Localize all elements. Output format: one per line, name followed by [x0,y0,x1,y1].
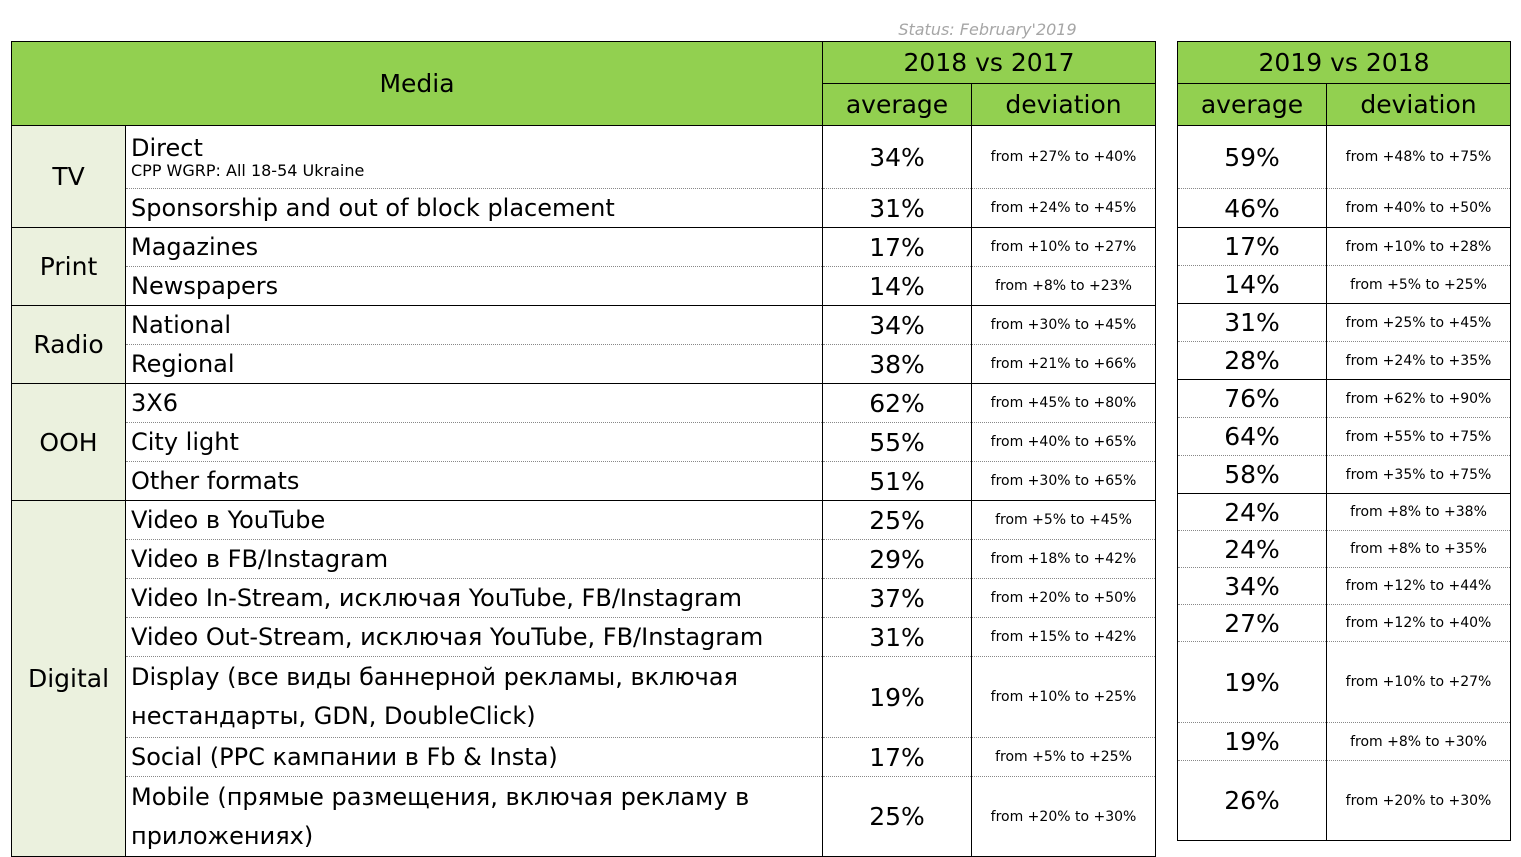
table-row [12,189,1156,228]
deviation-2019-cell: from +40% to +50% [1327,189,1511,228]
average-2018-cell: 19% [823,657,972,738]
media-cell [126,384,823,423]
media-label: Newspapers [131,272,279,300]
category-cell: Digital [12,501,126,857]
table-row [1178,456,1511,494]
media-cell [126,462,823,501]
average-2019-cell: 34% [1178,568,1327,605]
table-row [1178,342,1511,380]
average-2018-cell: 34% [823,306,972,345]
deviation-2019-cell: from +35% to +75% [1327,456,1511,494]
deviation-2018-cell: from +30% to +45% [972,306,1156,345]
average-2019-cell: 24% [1178,531,1327,568]
media-table-2019 [1177,41,1511,841]
media-cell [126,540,823,579]
deviation-2019-cell: from +8% to +30% [1327,723,1511,761]
media-label: Video в YouTube [131,506,326,534]
deviation-2018-cell: from +18% to +42% [972,540,1156,579]
average-2018-cell: 25% [823,501,972,540]
deviation-header: deviation [1327,84,1511,126]
deviation-2018-cell: from +30% to +65% [972,462,1156,501]
media-cell [126,501,823,540]
category-cell: OOH [12,384,126,501]
table-row [1178,761,1511,841]
average-2019-cell: 27% [1178,605,1327,642]
media-cell [126,738,823,777]
deviation-2019-cell: from +8% to +38% [1327,494,1511,531]
deviation-2018-cell: from +40% to +65% [972,423,1156,462]
media-label: National [131,311,232,339]
deviation-2019-cell: from +5% to +25% [1327,266,1511,304]
deviation-2019-cell: from +10% to +27% [1327,642,1511,723]
deviation-2019-cell: from +24% to +35% [1327,342,1511,380]
media-label: City light [131,428,239,456]
average-2019-cell: 26% [1178,761,1327,841]
average-2019-cell: 59% [1178,126,1327,189]
deviation-2019-cell: from +12% to +40% [1327,605,1511,642]
deviation-2018-cell: from +10% to +27% [972,228,1156,267]
media-label: Video в FB/Instagram [131,545,389,573]
table-row [12,126,1156,189]
table-row [12,384,1156,423]
average-header: average [1178,84,1327,126]
media-cell [126,306,823,345]
deviation-2018-cell: from +15% to +42% [972,618,1156,657]
media-label: Display (все виды баннерной рекламы, включая нестандарты, GDN, DoubleClick) [131,663,738,730]
deviation-2019-cell: from +10% to +28% [1327,228,1511,266]
media-label: Direct [131,134,203,162]
category-cell: TV [12,126,126,228]
average-2018-cell: 55% [823,423,972,462]
deviation-2018-cell: from +20% to +50% [972,579,1156,618]
media-cell [126,345,823,384]
deviation-2019-cell: from +48% to +75% [1327,126,1511,189]
average-2019-cell: 19% [1178,642,1327,723]
period-2019-header: 2019 vs 2018 [1178,42,1511,84]
table-row [1178,642,1511,723]
average-2019-cell: 46% [1178,189,1327,228]
media-label: 3X6 [131,389,178,417]
media-cell [126,618,823,657]
table-row [12,423,1156,462]
table-row [1178,189,1511,228]
media-cell [126,189,823,228]
deviation-2018-cell: from +10% to +25% [972,657,1156,738]
deviation-2019-cell: from +12% to +44% [1327,568,1511,605]
media-label: Mobile (прямые размещения, включая рекламу в приложениях) [131,782,750,850]
media-cell [126,267,823,306]
category-cell: Print [12,228,126,306]
media-cell [126,777,823,857]
media-note: CPP WGRP: All 18-54 Ukraine [131,161,365,180]
average-2018-cell: 25% [823,777,972,857]
media-table-2018 [11,41,1156,857]
average-2018-cell: 37% [823,579,972,618]
media-label: Social (PPC кампании в Fb & Insta) [131,743,558,771]
deviation-2019-cell: from +8% to +35% [1327,531,1511,568]
table-row [1178,126,1511,189]
table-row [12,501,1156,540]
average-2019-cell: 76% [1178,380,1327,418]
table-row [1178,605,1511,642]
average-2018-cell: 17% [823,228,972,267]
media-label: Sponsorship and out of block placement [131,194,615,222]
table-row [12,228,1156,267]
deviation-2019-cell: from +25% to +45% [1327,304,1511,342]
media-label: Other formats [131,467,300,495]
table-row [1178,228,1511,266]
media-label: Video In-Stream, исключая YouTube, FB/Instagram [131,584,743,612]
average-2019-cell: 58% [1178,456,1327,494]
table-row [12,462,1156,501]
deviation-2019-cell: from +62% to +90% [1327,380,1511,418]
table-row [1178,266,1511,304]
table-row [1178,494,1511,531]
average-2018-cell: 31% [823,618,972,657]
deviation-2019-cell: from +55% to +75% [1327,418,1511,456]
media-cell [126,579,823,618]
table-row [12,345,1156,384]
media-cell [126,657,823,738]
media-cell [126,126,823,189]
media-label: Magazines [131,233,259,261]
media-cell [126,228,823,267]
table-row [1178,304,1511,342]
average-header: average [823,84,972,126]
deviation-2019-cell: from +20% to +30% [1327,761,1511,841]
media-cell [126,423,823,462]
table-row [12,306,1156,345]
media-header: Media [12,42,823,126]
table-row [12,579,1156,618]
average-2019-cell: 64% [1178,418,1327,456]
average-2018-cell: 29% [823,540,972,579]
deviation-2018-cell: from +5% to +45% [972,501,1156,540]
table-row [12,777,1156,857]
average-2018-cell: 34% [823,126,972,189]
table-row [12,540,1156,579]
average-2018-cell: 31% [823,189,972,228]
average-2018-cell: 62% [823,384,972,423]
table-row [1178,380,1511,418]
average-2018-cell: 51% [823,462,972,501]
table-row [1178,531,1511,568]
average-2019-cell: 14% [1178,266,1327,304]
average-2018-cell: 38% [823,345,972,384]
deviation-2018-cell: from +24% to +45% [972,189,1156,228]
table-row [1178,418,1511,456]
table-row [12,618,1156,657]
average-2019-cell: 17% [1178,228,1327,266]
average-2018-cell: 14% [823,267,972,306]
deviation-2018-cell: from +21% to +66% [972,345,1156,384]
period-2018-header: 2018 vs 2017 [823,42,1156,84]
deviation-2018-cell: from +45% to +80% [972,384,1156,423]
table-row [1178,723,1511,761]
average-2019-cell: 28% [1178,342,1327,380]
deviation-2018-cell: from +5% to +25% [972,738,1156,777]
deviation-2018-cell: from +8% to +23% [972,267,1156,306]
category-cell: Radio [12,306,126,384]
media-label: Regional [131,350,235,378]
average-2018-cell: 17% [823,738,972,777]
table-row [1178,568,1511,605]
deviation-2018-cell: from +27% to +40% [972,126,1156,189]
status-label: Status: February'2019 [898,20,1077,39]
media-label: Video Out-Stream, исключая YouTube, FB/Instagram [131,623,764,651]
table-row [12,657,1156,738]
deviation-header: deviation [972,84,1156,126]
average-2019-cell: 19% [1178,723,1327,761]
table-row [12,738,1156,777]
table-row [12,267,1156,306]
average-2019-cell: 24% [1178,494,1327,531]
average-2019-cell: 31% [1178,304,1327,342]
deviation-2018-cell: from +20% to +30% [972,777,1156,857]
